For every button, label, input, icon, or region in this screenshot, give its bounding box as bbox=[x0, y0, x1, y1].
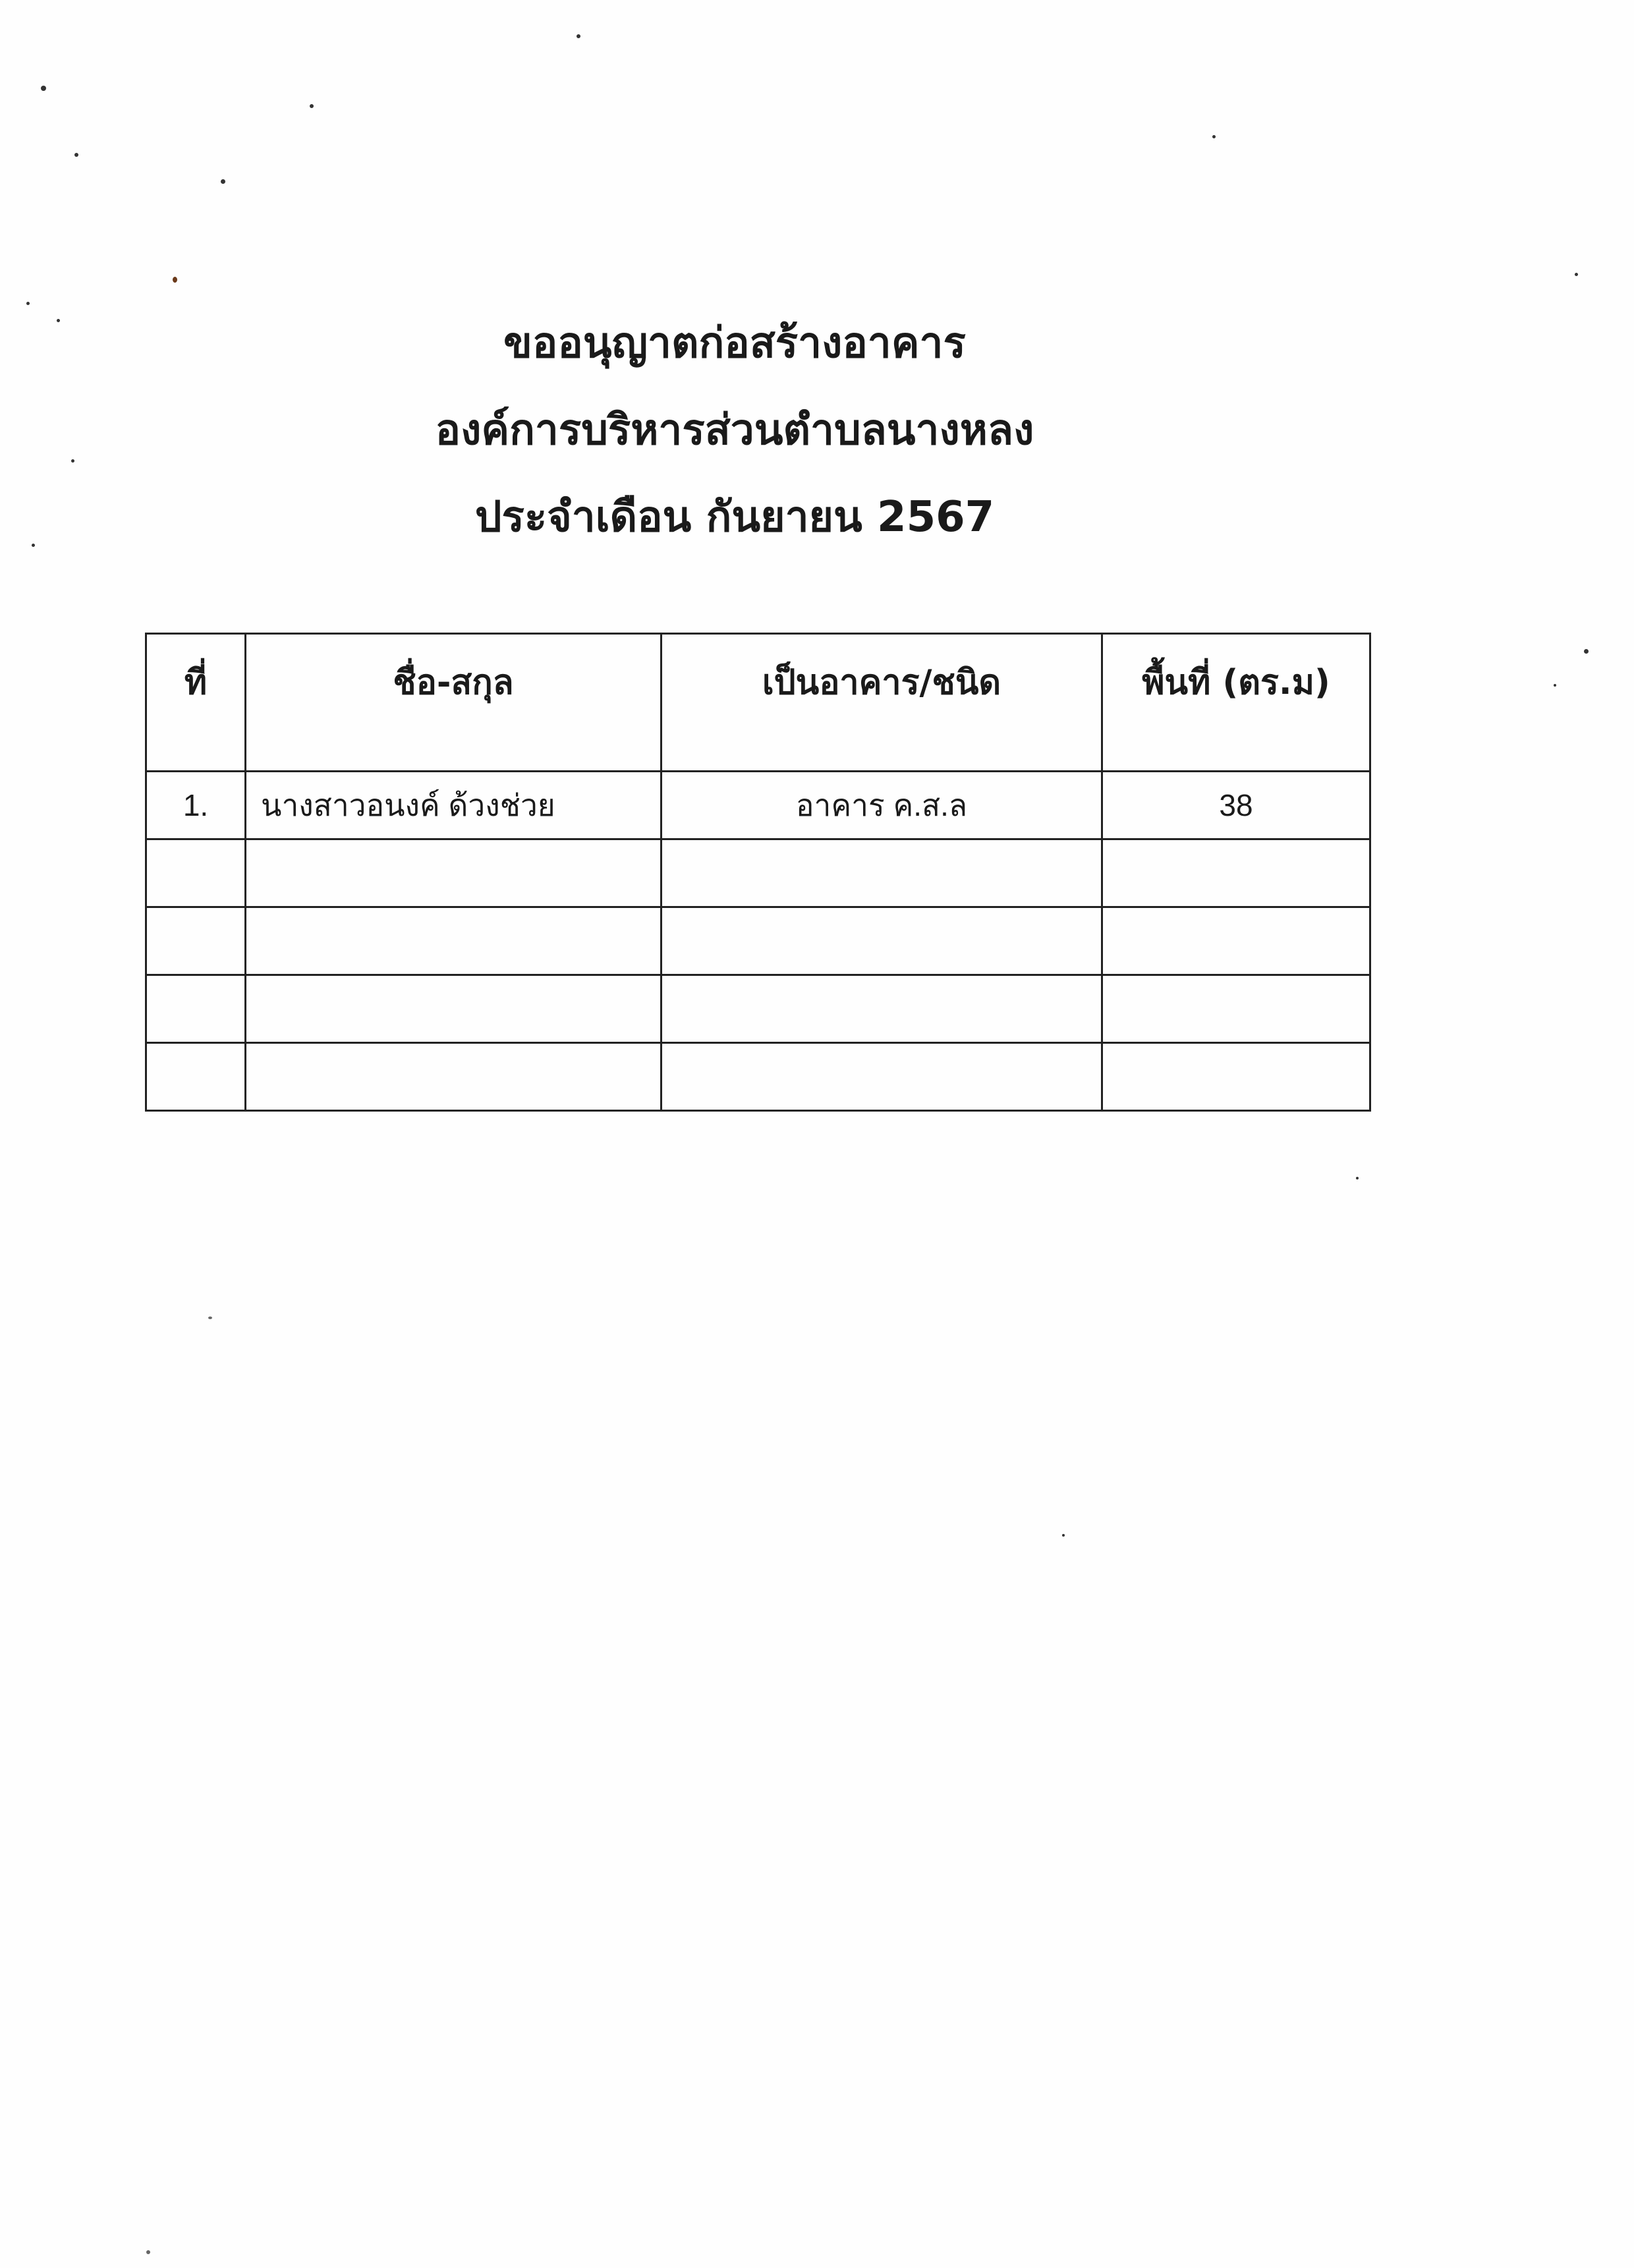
scan-speck bbox=[310, 104, 314, 108]
permit-table bbox=[145, 633, 1371, 1112]
table-row bbox=[146, 772, 1370, 839]
header-name: ชื่อ-สกุล bbox=[246, 634, 662, 772]
cell-number bbox=[146, 907, 246, 975]
cell-name bbox=[246, 839, 662, 907]
cell-building-type bbox=[662, 907, 1102, 975]
cell-number: 1. bbox=[146, 772, 246, 839]
title-line-3: ประจำเดือน กันยายน 2567 bbox=[474, 493, 995, 542]
cell-area bbox=[1102, 907, 1370, 975]
header-number: ที่ bbox=[146, 634, 246, 772]
table-header-row bbox=[146, 634, 1370, 772]
scan-speck bbox=[1212, 135, 1216, 138]
cell-number bbox=[146, 975, 246, 1043]
table-row bbox=[146, 907, 1370, 975]
cell-building-type bbox=[662, 975, 1102, 1043]
scan-speck bbox=[221, 179, 225, 184]
cell-building-type bbox=[662, 839, 1102, 907]
cell-area bbox=[1102, 975, 1370, 1043]
scan-speck bbox=[1584, 649, 1589, 654]
scan-speck bbox=[1062, 1534, 1065, 1537]
scan-speck bbox=[1554, 684, 1556, 687]
scan-speck bbox=[146, 2250, 150, 2254]
cell-area bbox=[1102, 1043, 1370, 1111]
scan-speck bbox=[577, 34, 580, 38]
cell-name bbox=[246, 975, 662, 1043]
header-building-type: เป็นอาคาร/ชนิด bbox=[662, 634, 1102, 772]
cell-name: นางสาวอนงค์ ด้วงช่วย bbox=[246, 772, 662, 839]
scan-speck bbox=[1356, 1177, 1359, 1179]
cell-building-type bbox=[662, 1043, 1102, 1111]
table-row bbox=[146, 975, 1370, 1043]
cell-name bbox=[246, 907, 662, 975]
cell-building-type: อาคาร ค.ส.ล bbox=[662, 772, 1102, 839]
scan-speck bbox=[208, 1317, 212, 1319]
scan-speck bbox=[173, 277, 177, 283]
scan-speck bbox=[1575, 273, 1578, 276]
cell-number bbox=[146, 1043, 246, 1111]
cell-name bbox=[246, 1043, 662, 1111]
cell-number bbox=[146, 839, 246, 907]
cell-area bbox=[1102, 839, 1370, 907]
scan-speck bbox=[74, 153, 78, 157]
title-line-2: องค์การบริหารส่วนตำบลนางหลง bbox=[435, 406, 1034, 455]
header-area: พื้นที่ (ตร.ม) bbox=[1102, 634, 1370, 772]
title-line-1: ขออนุญาตก่อสร้างอาคาร bbox=[503, 319, 966, 368]
table-row bbox=[146, 839, 1370, 907]
cell-area: 38 bbox=[1102, 772, 1370, 839]
document-title bbox=[0, 300, 1469, 561]
table-row bbox=[146, 1043, 1370, 1111]
scan-speck bbox=[41, 86, 46, 91]
